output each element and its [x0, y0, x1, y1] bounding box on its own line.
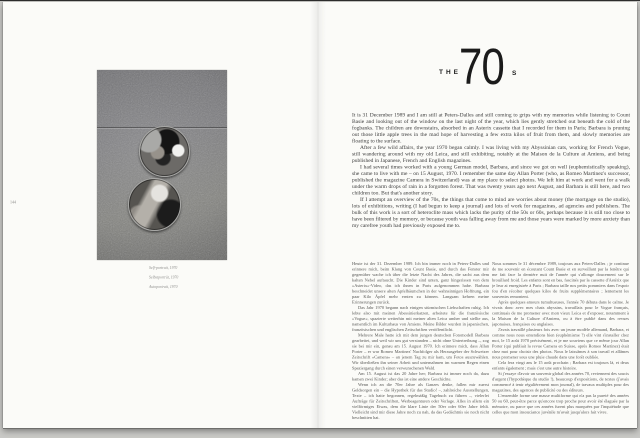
english-paragraph: I had several times worked with a young German model, Barbara, and since we got on well (euphemistically speaking), she came to live with me – on 15 August, 1970. I remember the same day Allan Porter (who, as Romeo Martinez's successor, published the magazine Camera in Switzerland) was at my place to select photos. We left him at work and went for a walk under the warm drops of rain in a forgotten forest. That was twenty years ago next August, and Barbara is still here, and two children too. But that's another story. — [352, 164, 630, 196]
chapter-title-decade: 70 — [459, 38, 504, 95]
column-french — [492, 261, 629, 425]
body-text-english — [352, 112, 630, 240]
chapter-title-suffix: S — [512, 70, 517, 77]
mirror-face-reflection — [139, 126, 190, 177]
column-german — [352, 261, 489, 425]
photo-captions — [149, 266, 229, 306]
german-paragraph: Am 15. August ist das 20 Jahre her; Barbara ist immer noch da, dazu kamen zwei Kinder; aber das ist eine andere Geschichte. — [352, 371, 489, 382]
french-paragraph: Cela fera vingt ans le 15 août prochain ; Barbara est toujours là, et deux enfants également ; mais c'est une autre histoire. — [492, 360, 629, 371]
page-number-text: 144 — [10, 200, 16, 205]
english-paragraph: It is 31 December 1989 and I am still at Peters-Dalles and still coming to grips with my memories while listening to Count Basie and looking out of the window on the last night of the year, which lies gently stretched out beneath the cold of the fogbanks. The children are downstairs, absorbed in an Asterix cassette that I recorded for them in Paris; Barbara is pruning out those little apple trees in the mad hope of harvesting a few extra kilos of fruit from them, and slowly memories are floating to the surface. — [352, 112, 630, 144]
french-paragraph: Après quelques amours tumultueuses, l'année 70 débuta dans le calme. Je vivais donc avec mes chats abyssins, travaillais pour le Vogue français, continuais de me promener avec mon vieux Leica et d'exposer, notamment à la Maison de la Culture d'Amiens, ou à être publié dans des revues japonaises, françaises ou anglaises. — [492, 299, 629, 327]
screenshot-top-border — [0, 0, 640, 1]
french-paragraph: Si j'essaye d'avoir un souvenir global des années 70, reviennent des soucis d'argent (l'hypothèque du studio !), beaucoup d'expositions, de textes (j'avais commencé à tenir régulièrement mon journal), de travaux multiples pour des magazines, des agences de publicité ou des éditeurs. — [492, 371, 629, 393]
self-portrait-photo — [97, 70, 227, 260]
page-number — [10, 200, 40, 212]
mirror-hands-reflection — [128, 178, 181, 231]
caption-french: Autoportrait, 1970 — [149, 284, 178, 289]
page-gutter-shadow — [310, 2, 326, 428]
french-paragraph: L'ensemble forme une masse multiforme qui n'a pas la pureté des années 50 ou 60, peut-être parce qu'encore trop proche pour avoir été élaguée par la mémoire, ou parce que ces années furent plus marquées par l'inquiétude que celles que mon insouciance juvénile m'avait jusqu'alors fait vivre. — [492, 393, 629, 415]
french-paragraph: J'avais travaillé plusieurs fois avec un jeune modèle allemand, Barbara, et comme nous nous entendions bien (euphémisme ?) elle vint s'installer chez moi, le 15 août 1970 précisément, et je me souviens que ce même jour Allan Porter (qui publiait la revue Camera en Suisse, après Romeo Martinez) était chez moi pour choisir des photos. Nous le laissâmes à son travail et allâmes nous promener sous une pluie chaude dans une forêt oubliée. — [492, 327, 629, 360]
caption-german: Selbstporträt, 1970 — [149, 275, 179, 280]
english-paragraph: After a few wild affairs, the year 1970 began calmly. I was living with my Abyssinian cats, working for French Vogue, still wandering around with my old Leica, and still exhibiting, notably at the Maison de la Culture at Amiens, and being published in Japanese, French and English magazines. — [352, 144, 630, 164]
caption-english: Self-portrait, 1970 — [149, 265, 178, 270]
german-paragraph: Wenn ich an die 70er Jahre als Ganzes denke, fallen mir zuerst Geldsorgen ein – die Hypothek für das Studio! –, zahlreiche Ausstellungen, Texte – ich hatte begonnen, regelmäßig Tagebuch zu führen –, vielerlei Aufträge für Zeitschriften, Werbeagenturen oder Verlage. Alles in allem ein vielförmiges Etwas, dem die klare Linie der 50er oder 60er Jahre fehlt. Vielleicht sind mir diese Jahre noch zu nah, da das Gedächtnis sie noch nicht beschnitten hat. — [352, 382, 489, 420]
english-paragraph: If I attempt an overview of the 70s, the things that come to mind are worries about money (the mortgage on the studio), lots of exhibitions, writing (I had begun to keep a journal) and lots of work for magazines, ad agencies and publishers. The bulk of this work is a sort of heteroclite mass which lacks the purity of the 50s or 60s, perhaps because it is still too close to have been filtered by memory, or because youth was falling away from me and those years were marked by more anxiety than my carefree youth had previously exposed me to. — [352, 196, 630, 229]
chapter-title-prefix: THE — [439, 69, 461, 76]
french-paragraph: Nous sommes le 31 décembre 1989, toujours aux Peters-Dalles ; je continue de me souvenir en écoutant Count Basie et en surveillant par la fenêtre qui me fait face la dernière nuit de l'année qui s'allonge doucement sur le brouillard froid. Les enfants sont en bas, fascinés par la cassette d'Astérix que je leur ai enregistrée à Paris ; Barbara taille nos petits pommiers dans l'espoir fou d'en récolter quelques kilos de fruits supplémentaires ; lentement les souvenirs remontent. — [492, 261, 629, 299]
german-paragraph: Das Jahr 1970 begann nach einigen stürmischen Liebschaften ruhig. Ich lebte also mit meinen Abessinierkatzen, arbeitete für die französische »Vogue«, spazierte weiterhin mit meiner alten Leica umher und stellte aus, namentlich im Kulturhaus von Amiens. Meine Bilder wurden in japanischen, französischen und englischen Zeitschriften veröffentlicht. — [352, 305, 489, 332]
german-paragraph: Mehrere Male hatte ich mit dem jungen deutschen Fotomodell Barbara gearbeitet, und weil wir uns gut verstanden – nicht ohne Untertreibung –, zog sie bei mir ein, genau am 15. August 1970. Ich erinnere mich, dass Allan Porter – er war Romeo Martinez' Nachfolger als Herausgeber der Schweizer Zeitschrift »Camera« – an jenem Tag zu mir kam, um Fotos auszuwählen. Wir überließen ihn seiner Arbeit und unternahmen im warmen Regen einen Spaziergang durch einen verwunschenen Wald. — [352, 332, 489, 371]
german-paragraph: Heute ist der 31. Dezember 1989. Ich bin immer noch in Peters-Dalles und erinnere mich, beim Klang von Count Basie, und durch das Fenster mir gegenüber wache ich über die letzte Nacht des Jahres, die sacht aus dem kalten Nebel auftaucht. Die Kinder sind unten, ganz hingerissen von dem »Asterix«-Video, das ich ihnen in Paris aufgenommen habe. Barbara beschneidet unsere alten Apfelbäumchen in der wahnsinnigen Hoffnung, ein paar Kilo Äpfel mehr ernten zu können. Langsam kehren meine Erinnerungen zurück. — [352, 261, 489, 305]
